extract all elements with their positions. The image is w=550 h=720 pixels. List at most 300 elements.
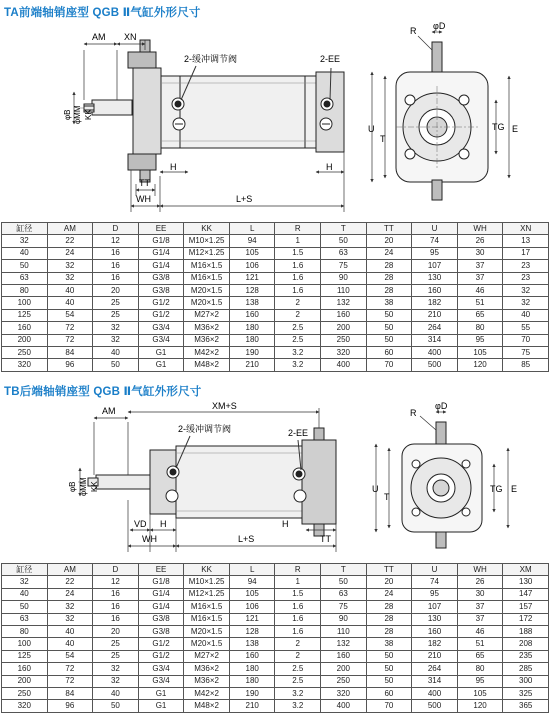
table-cell: 285	[503, 663, 549, 675]
table-cell: G1	[138, 346, 184, 358]
table-cell: G3/8	[138, 625, 184, 637]
section-b-spec-table	[1, 563, 549, 713]
table-cell: 400	[412, 346, 458, 358]
table-row	[2, 675, 549, 687]
table-cell: 40	[93, 687, 139, 699]
table-cell: 20	[366, 576, 412, 588]
table-cell: 32	[47, 260, 93, 272]
table-cell: 50	[366, 675, 412, 687]
table-cell: 147	[503, 588, 549, 600]
section-b-ls-label: L+S	[238, 534, 255, 544]
section-a-svg	[0, 20, 550, 216]
table-cell: 188	[503, 625, 549, 637]
table-cell: 51	[457, 297, 503, 309]
section-b-ee-label: 2-EE	[288, 428, 309, 438]
table-cell: 1	[275, 576, 321, 588]
table-cell: 182	[412, 297, 458, 309]
column-header: R	[275, 223, 321, 235]
table-cell: 2.5	[275, 663, 321, 675]
table-row	[2, 284, 549, 296]
table-cell: M27×2	[184, 309, 230, 321]
table-cell: 172	[503, 613, 549, 625]
table-cell: 160	[321, 309, 367, 321]
table-cell: G3/4	[138, 334, 184, 346]
table-cell: 1.6	[275, 601, 321, 613]
table-cell: 96	[47, 359, 93, 371]
table-cell: G1/4	[138, 247, 184, 259]
section-a-wh-label: WH	[136, 194, 151, 204]
table-cell: 25	[93, 638, 139, 650]
section-a-tg-label: TG	[492, 122, 505, 132]
section-b-tt-label: TT	[320, 534, 331, 544]
table-cell: 180	[229, 663, 275, 675]
table-cell: 65	[457, 309, 503, 321]
table-cell: 105	[457, 687, 503, 699]
table-cell: 106	[229, 260, 275, 272]
table-cell: 32	[503, 284, 549, 296]
table-cell: 160	[2, 663, 48, 675]
table-cell: 50	[366, 322, 412, 334]
table-cell: 25	[93, 309, 139, 321]
table-row	[2, 663, 549, 675]
table-cell: 157	[503, 601, 549, 613]
table-cell: M10×1.25	[184, 235, 230, 247]
table-cell: 2	[275, 638, 321, 650]
table-cell: 1.6	[275, 625, 321, 637]
table-cell: M48×2	[184, 700, 230, 712]
table-cell: 63	[321, 247, 367, 259]
section-a-e-label: E	[512, 124, 519, 134]
section-b-tg-label: TG	[490, 484, 503, 494]
table-cell: 1.6	[275, 260, 321, 272]
table-cell: 3.2	[275, 346, 321, 358]
table-cell: 100	[2, 638, 48, 650]
table-cell: 37	[457, 613, 503, 625]
table-cell: 160	[229, 650, 275, 662]
table-cell: 40	[2, 588, 48, 600]
column-header: XM	[503, 564, 549, 576]
table-cell: 2	[275, 297, 321, 309]
table-cell: 314	[412, 675, 458, 687]
table-cell: M16×1.5	[184, 601, 230, 613]
table-cell: M16×1.5	[184, 613, 230, 625]
table-cell: 63	[2, 613, 48, 625]
table-cell: 235	[503, 650, 549, 662]
table-cell: 12	[93, 576, 139, 588]
table-cell: 125	[2, 309, 48, 321]
table-cell: 17	[503, 247, 549, 259]
section-a-kk-label: KK	[84, 109, 93, 120]
table-row	[2, 650, 549, 662]
table-cell: 37	[457, 272, 503, 284]
table-header-row	[2, 564, 549, 576]
table-header-row	[2, 223, 549, 235]
table-cell: 96	[47, 700, 93, 712]
table-cell: 84	[47, 346, 93, 358]
table-cell: 105	[457, 346, 503, 358]
table-cell: 130	[412, 272, 458, 284]
table-cell: 320	[2, 700, 48, 712]
table-cell: 30	[457, 247, 503, 259]
section-b-xm-s-label: XM+S	[212, 401, 237, 411]
table-cell: 210	[412, 309, 458, 321]
table-cell: 400	[321, 359, 367, 371]
table-cell: 182	[412, 638, 458, 650]
table-row	[2, 322, 549, 334]
table-cell: 70	[366, 700, 412, 712]
table-cell: 74	[412, 235, 458, 247]
table-cell: 28	[366, 284, 412, 296]
table-cell: M16×1.5	[184, 272, 230, 284]
section-a-end-view	[372, 32, 509, 200]
section-a-ls-label: L+S	[236, 194, 253, 204]
column-header: R	[275, 564, 321, 576]
table-cell: M42×2	[184, 687, 230, 699]
column-header: EE	[138, 564, 184, 576]
table-cell: 65	[457, 650, 503, 662]
table-cell: 32	[93, 675, 139, 687]
table-cell: 16	[93, 260, 139, 272]
section-b-am-label: AM	[102, 406, 116, 416]
table-cell: 325	[503, 687, 549, 699]
table-cell: M48×2	[184, 359, 230, 371]
column-header: KK	[184, 564, 230, 576]
column-header: T	[321, 223, 367, 235]
table-cell: G3/8	[138, 284, 184, 296]
table-cell: G1/2	[138, 309, 184, 321]
table-cell: 16	[93, 613, 139, 625]
table-cell: 106	[229, 601, 275, 613]
table-row	[2, 638, 549, 650]
table-cell: 46	[457, 625, 503, 637]
table-cell: 40	[503, 309, 549, 321]
table-cell: M27×2	[184, 650, 230, 662]
table-cell: 314	[412, 334, 458, 346]
section-a-phi-mm-label: φMM	[73, 105, 82, 124]
column-header: D	[93, 564, 139, 576]
table-cell: M20×1.5	[184, 638, 230, 650]
table-cell: 1.6	[275, 272, 321, 284]
table-cell: 24	[47, 247, 93, 259]
section-a-side-view	[74, 40, 344, 212]
column-header: 缸径	[2, 564, 48, 576]
section-b-phi-b-label: φB	[68, 481, 77, 492]
table-cell: 85	[503, 359, 549, 371]
table-cell: 50	[2, 260, 48, 272]
table-cell: 90	[321, 613, 367, 625]
column-header: AM	[47, 564, 93, 576]
table-cell: 50	[366, 650, 412, 662]
section-a-xn-label: XN	[124, 32, 137, 42]
section-a-h-left-label: H	[170, 162, 177, 172]
section-a-am-label: AM	[92, 32, 106, 42]
table-cell: G1/2	[138, 650, 184, 662]
table-cell: 180	[229, 334, 275, 346]
table-cell: 80	[457, 322, 503, 334]
table-cell: 300	[503, 675, 549, 687]
table-row	[2, 687, 549, 699]
table-cell: G3/4	[138, 675, 184, 687]
table-cell: M20×1.5	[184, 284, 230, 296]
table-cell: 46	[457, 284, 503, 296]
table-cell: 132	[321, 297, 367, 309]
table-cell: 50	[2, 601, 48, 613]
table-cell: 264	[412, 322, 458, 334]
table-cell: 2.5	[275, 322, 321, 334]
table-cell: 40	[47, 284, 93, 296]
table-cell: G3/4	[138, 322, 184, 334]
table-cell: 190	[229, 346, 275, 358]
table-cell: G3/4	[138, 663, 184, 675]
table-cell: 38	[366, 638, 412, 650]
table-row	[2, 700, 549, 712]
table-cell: 72	[47, 334, 93, 346]
table-cell: M20×1.5	[184, 297, 230, 309]
table-cell: 1.5	[275, 247, 321, 259]
table-cell: 80	[457, 663, 503, 675]
column-header: TT	[366, 223, 412, 235]
table-cell: 16	[93, 272, 139, 284]
table-cell: 1.6	[275, 613, 321, 625]
table-cell: 55	[503, 322, 549, 334]
table-cell: M36×2	[184, 675, 230, 687]
table-cell: 50	[366, 663, 412, 675]
table-cell: 32	[93, 322, 139, 334]
table-cell: 107	[412, 260, 458, 272]
table-cell: G1	[138, 359, 184, 371]
table-cell: 28	[366, 625, 412, 637]
table-cell: M12×1.25	[184, 247, 230, 259]
section-a-drawing	[0, 20, 550, 216]
table-cell: 32	[503, 297, 549, 309]
table-cell: 22	[47, 576, 93, 588]
table-cell: 94	[229, 576, 275, 588]
table-cell: G1	[138, 687, 184, 699]
table-row	[2, 588, 549, 600]
table-cell: 200	[2, 675, 48, 687]
table-cell: 22	[47, 235, 93, 247]
section-a-spec-table	[1, 222, 549, 372]
table-row	[2, 359, 549, 371]
table-cell: 200	[321, 322, 367, 334]
table-cell: 100	[2, 297, 48, 309]
table-cell: 50	[93, 359, 139, 371]
table-cell: 70	[503, 334, 549, 346]
table-cell: 208	[503, 638, 549, 650]
table-cell: 75	[503, 346, 549, 358]
table-cell: 38	[366, 297, 412, 309]
table-cell: 40	[47, 625, 93, 637]
table-cell: G3/8	[138, 272, 184, 284]
section-a-title: TA前端轴销座型 QGB Ⅱ气缸外形尺寸	[4, 7, 201, 19]
table-cell: 50	[93, 700, 139, 712]
table-cell: 80	[2, 625, 48, 637]
table-cell: 37	[457, 260, 503, 272]
table-cell: 200	[2, 334, 48, 346]
table-cell: 2	[275, 650, 321, 662]
column-header: TT	[366, 564, 412, 576]
table-cell: G1/4	[138, 260, 184, 272]
table-cell: 74	[412, 576, 458, 588]
table-cell: 121	[229, 613, 275, 625]
section-b-t-label: T	[384, 492, 390, 502]
table-row	[2, 613, 549, 625]
section-a-r-label: R	[410, 26, 417, 36]
table-cell: 132	[321, 638, 367, 650]
table-cell: 80	[2, 284, 48, 296]
table-cell: 32	[47, 601, 93, 613]
section-a-ee-label: 2-EE	[320, 54, 341, 64]
section-b-drawing	[0, 400, 550, 560]
table-cell: 72	[47, 675, 93, 687]
table-cell: 95	[457, 334, 503, 346]
table-cell: 500	[412, 359, 458, 371]
table-cell: G1/8	[138, 235, 184, 247]
table-cell: 40	[93, 346, 139, 358]
section-b-vd-label: VD	[134, 519, 147, 529]
table-cell: 210	[229, 359, 275, 371]
table-cell: G1/4	[138, 601, 184, 613]
section-b-r-label: R	[410, 408, 417, 418]
table-cell: 40	[2, 247, 48, 259]
table-cell: 95	[412, 588, 458, 600]
column-header: L	[229, 223, 275, 235]
table-cell: 50	[321, 235, 367, 247]
table-cell: 84	[47, 687, 93, 699]
table-row	[2, 260, 549, 272]
table-cell: 25	[93, 650, 139, 662]
table-cell: 24	[47, 588, 93, 600]
table-cell: 72	[47, 663, 93, 675]
table-cell: 50	[321, 576, 367, 588]
table-cell: 26	[457, 235, 503, 247]
section-b-phi-d-label: φD	[435, 401, 448, 411]
table-cell: 180	[229, 322, 275, 334]
table-cell: 16	[93, 247, 139, 259]
table-cell: 37	[457, 601, 503, 613]
table-cell: 20	[93, 284, 139, 296]
table-cell: 180	[229, 675, 275, 687]
table-cell: 138	[229, 297, 275, 309]
table-cell: 200	[321, 663, 367, 675]
table-cell: 32	[2, 235, 48, 247]
table-cell: G1	[138, 700, 184, 712]
table-cell: M10×1.25	[184, 576, 230, 588]
table-cell: 250	[321, 334, 367, 346]
table-cell: 54	[47, 650, 93, 662]
table-cell: 32	[47, 272, 93, 284]
table-cell: 120	[457, 359, 503, 371]
table-cell: M20×1.5	[184, 625, 230, 637]
table-cell: M36×2	[184, 322, 230, 334]
column-header: WH	[457, 564, 503, 576]
table-cell: M12×1.25	[184, 588, 230, 600]
table-cell: 107	[412, 601, 458, 613]
table-cell: 23	[503, 260, 549, 272]
table-row	[2, 346, 549, 358]
table-cell: 13	[503, 235, 549, 247]
section-b-svg	[0, 400, 550, 560]
table-cell: 1.6	[275, 284, 321, 296]
table-cell: 12	[93, 235, 139, 247]
table-row	[2, 576, 549, 588]
table-cell: 26	[457, 576, 503, 588]
section-a-tt-label: TT	[139, 178, 150, 188]
section-b-kk-label: KK	[90, 481, 99, 492]
table-cell: 54	[47, 309, 93, 321]
table-cell: 250	[2, 346, 48, 358]
table-cell: 250	[2, 687, 48, 699]
table-cell: 20	[366, 235, 412, 247]
table-cell: 32	[93, 663, 139, 675]
table-cell: 210	[229, 700, 275, 712]
section-b-h-right-label: H	[282, 519, 289, 529]
table-cell: 121	[229, 272, 275, 284]
table-cell: 25	[93, 297, 139, 309]
table-row	[2, 297, 549, 309]
table-cell: 1	[275, 235, 321, 247]
table-row	[2, 601, 549, 613]
table-cell: 60	[366, 687, 412, 699]
section-b-title: TB后端轴销座型 QGB Ⅱ气缸外形尺寸	[4, 386, 202, 398]
table-cell: 32	[93, 334, 139, 346]
table-cell: 50	[366, 334, 412, 346]
table-cell: 130	[503, 576, 549, 588]
section-b-h-left-label: H	[160, 519, 167, 529]
table-cell: 320	[2, 359, 48, 371]
table-cell: 400	[412, 687, 458, 699]
column-header: U	[412, 223, 458, 235]
column-header: XN	[503, 223, 549, 235]
table-cell: G3/8	[138, 613, 184, 625]
table-cell: 110	[321, 625, 367, 637]
table-cell: 63	[2, 272, 48, 284]
table-cell: 23	[503, 272, 549, 284]
table-cell: 160	[412, 625, 458, 637]
table-cell: 30	[457, 588, 503, 600]
table-cell: 40	[47, 638, 93, 650]
table-cell: 16	[93, 588, 139, 600]
table-cell: 95	[457, 675, 503, 687]
table-cell: 130	[412, 613, 458, 625]
section-a-u-label: U	[368, 124, 375, 134]
table-cell: 3.2	[275, 359, 321, 371]
table-cell: 365	[503, 700, 549, 712]
table-cell: 28	[366, 260, 412, 272]
column-header: KK	[184, 223, 230, 235]
section-a-h-right-label: H	[326, 162, 333, 172]
table-cell: M36×2	[184, 334, 230, 346]
table-cell: 28	[366, 272, 412, 284]
table-cell: 51	[457, 638, 503, 650]
table-cell: 128	[229, 625, 275, 637]
table-cell: 63	[321, 588, 367, 600]
section-b-phi-mm-label: φMM	[79, 477, 88, 496]
table-cell: 120	[457, 700, 503, 712]
table-cell: 105	[229, 588, 275, 600]
table-row	[2, 334, 549, 346]
table-row	[2, 247, 549, 259]
table-cell: 400	[321, 700, 367, 712]
table-cell: 28	[366, 613, 412, 625]
table-cell: M16×1.5	[184, 260, 230, 272]
table-cell: 94	[229, 235, 275, 247]
table-cell: 72	[47, 322, 93, 334]
table-cell: 210	[412, 650, 458, 662]
section-a-phi-b-label: φB	[63, 109, 72, 120]
table-cell: 32	[47, 613, 93, 625]
table-cell: 3.2	[275, 687, 321, 699]
